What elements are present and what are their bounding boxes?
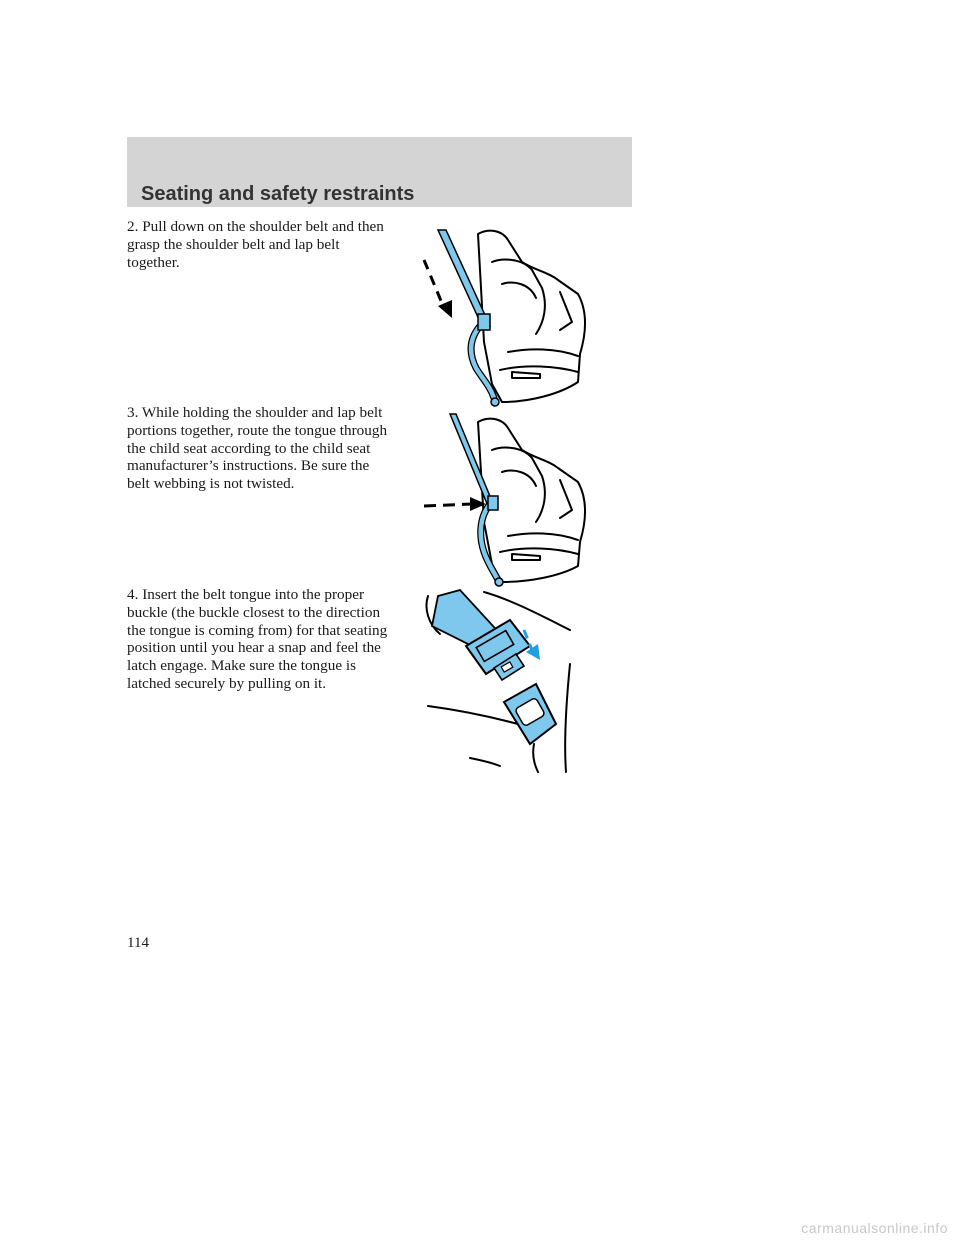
page-number: 114 [127, 935, 149, 951]
footer-watermark: carmanualsonline.info [801, 1220, 948, 1236]
step-3-text: 3. While holding the shoulder and lap belt portions together, route the tongue through the child seat according to the child seat manufacturer’s instructions. Be sure the belt webbing is not twisted. [127, 404, 388, 493]
child-seat-routing-illustration [410, 410, 610, 590]
child-seat-shoulder-belt-illustration [410, 222, 610, 414]
section-title: Seating and safety restraints [141, 183, 415, 205]
section-header [127, 137, 632, 207]
step-2-text: 2. Pull down on the shoulder belt and then grasp the shoulder belt and lap belt together. [127, 218, 384, 271]
step-4-text: 4. Insert the belt tongue into the proper buckle (the buckle closest to the direction the tongue is coming from) for that seating position until you hear a snap and feel the latch engage. Make sure the tongue is latched securely by pulling on it. [127, 586, 388, 692]
buckle-latch-illustration [420, 584, 600, 780]
